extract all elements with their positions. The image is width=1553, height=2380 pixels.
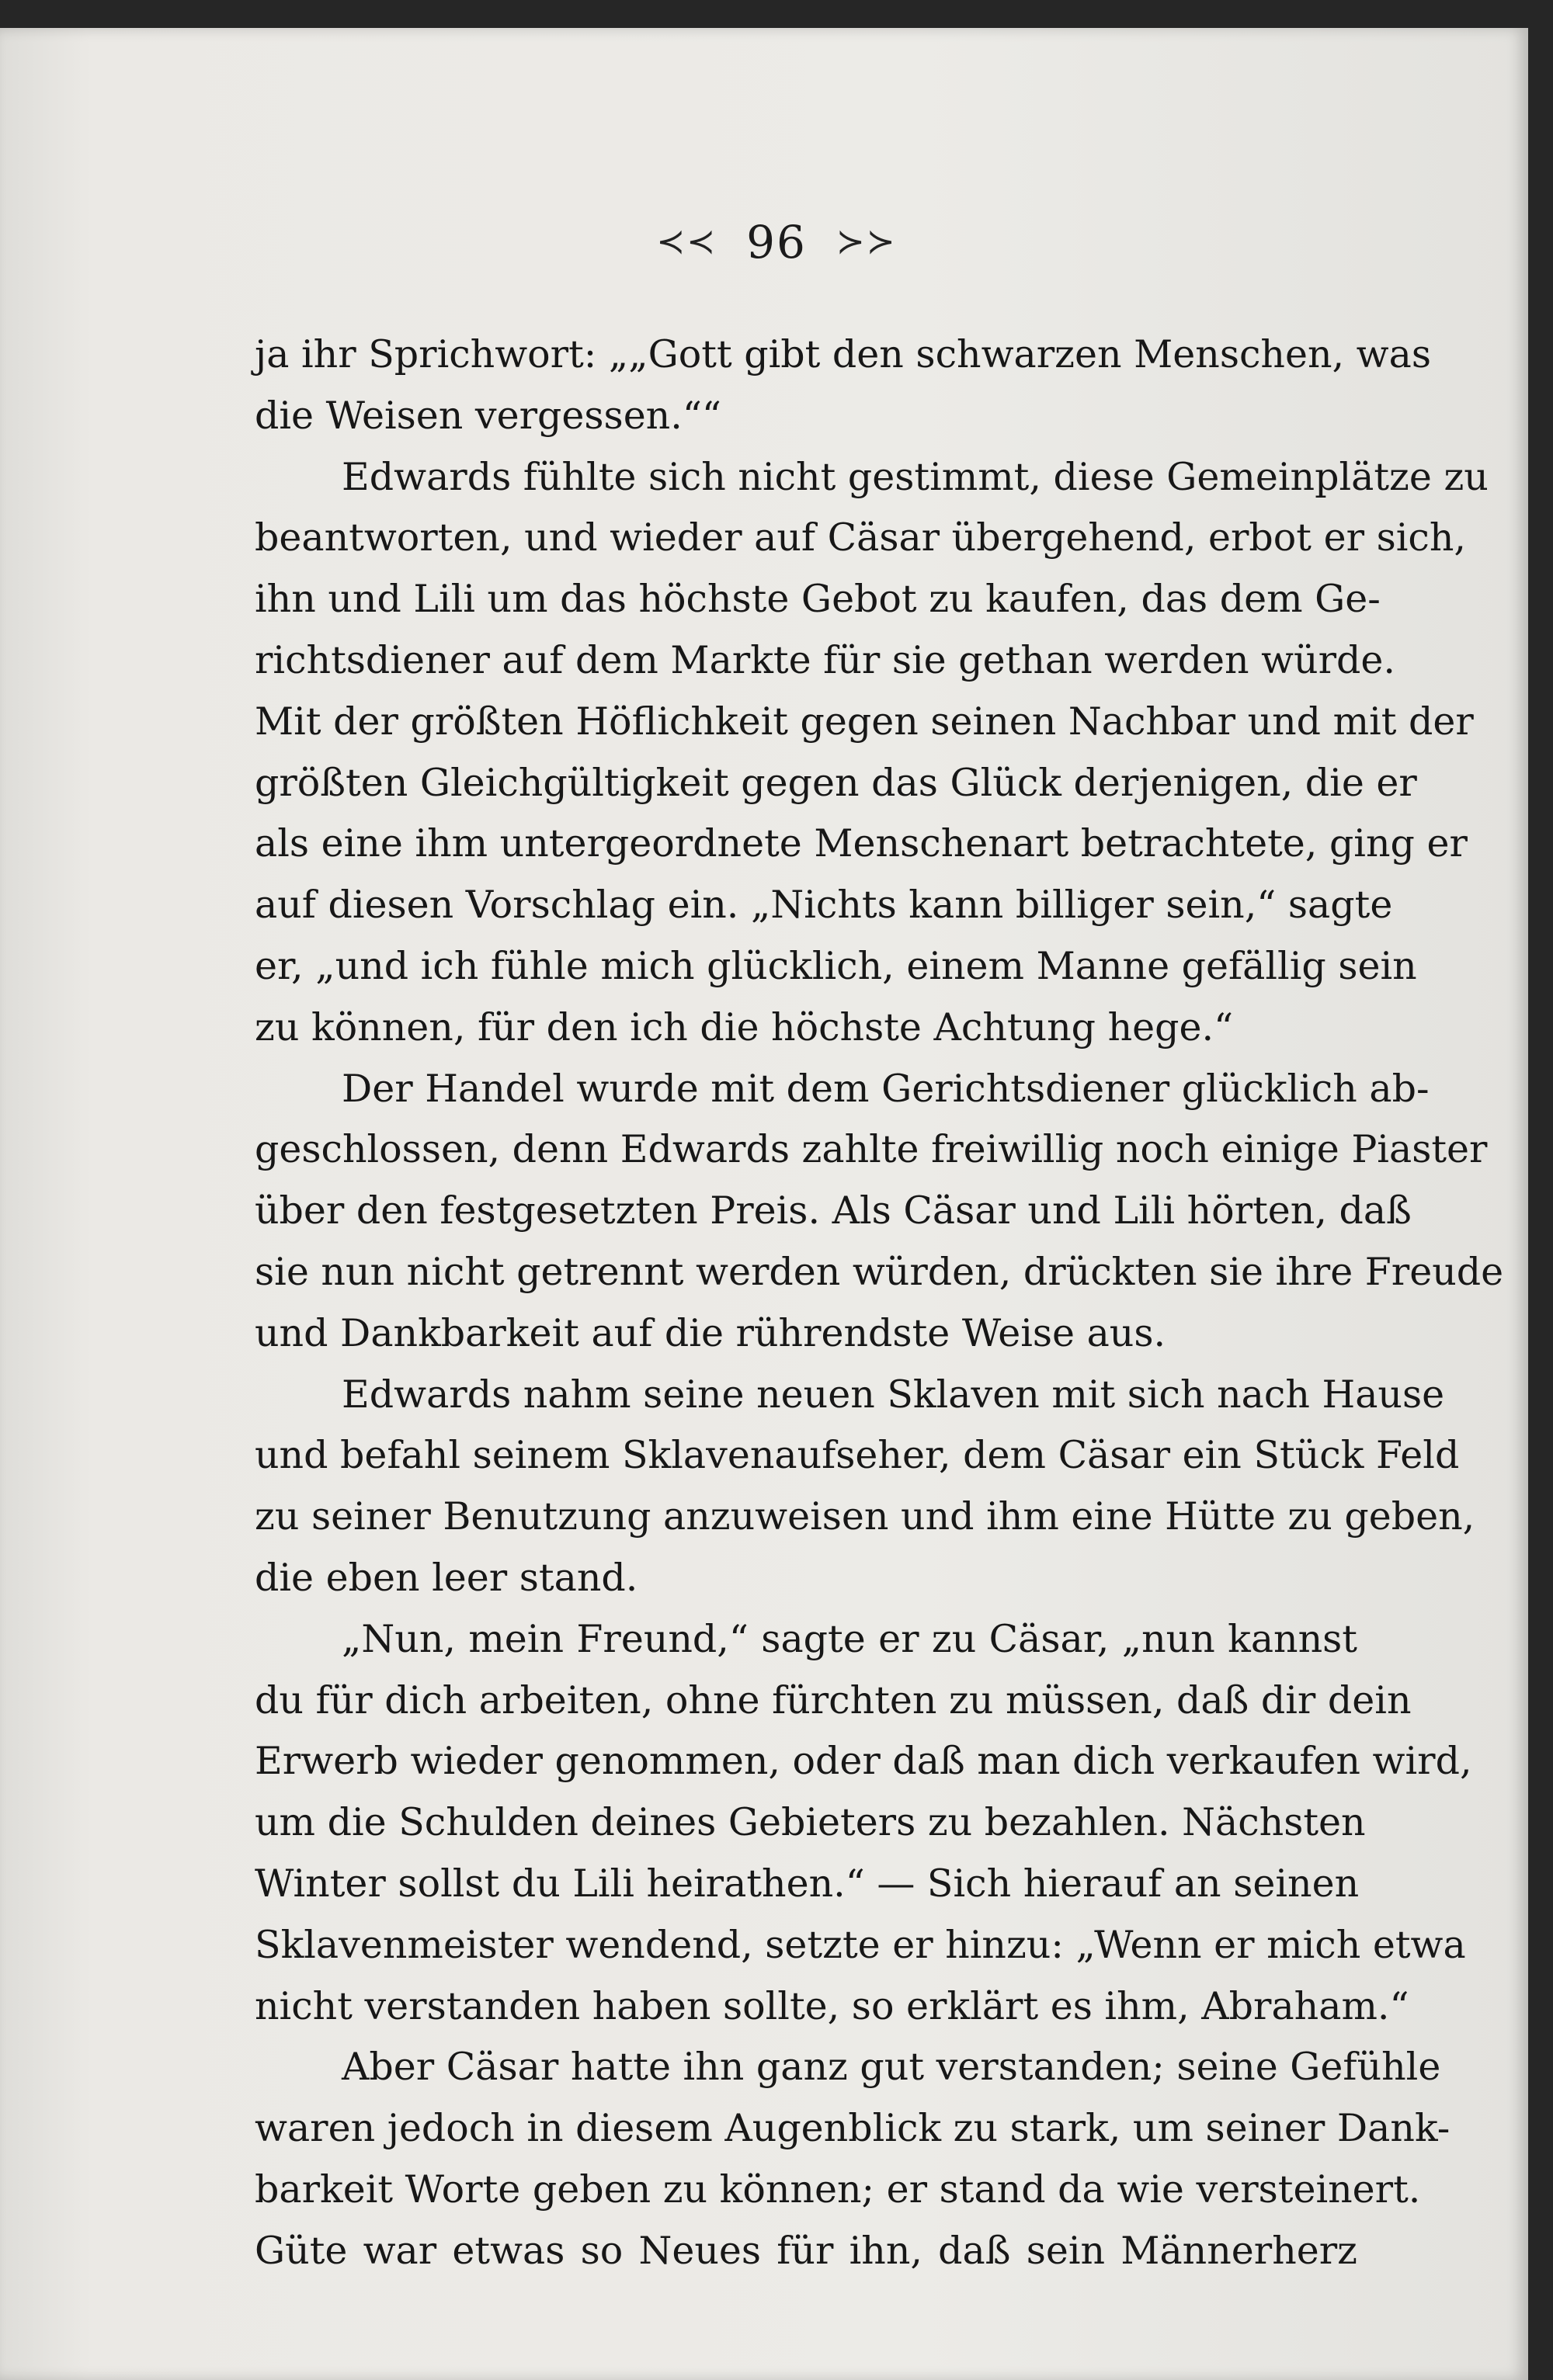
text-line: über den festgesetzten Preis. Als Cäsar und Lili hörten, daß xyxy=(255,1188,1412,1233)
text-line: Erwerb wieder genommen, oder daß man dich verkaufen wird, xyxy=(255,1739,1472,1784)
text-line: barkeit Worte geben zu können; er stand da wie versteinert. xyxy=(255,2167,1421,2212)
text-line: Der Handel wurde mit dem Gerichtsdiener glücklich ab- xyxy=(342,1066,1430,1111)
text-line: die Weisen vergessen.““ xyxy=(255,393,721,438)
text-line: als eine ihm untergeordnete Menschenart betrachtete, ging er xyxy=(255,821,1468,866)
text-line: die eben leer stand. xyxy=(255,1555,638,1600)
right-ornament-icon: ≻≻ xyxy=(836,222,897,262)
text-line: geschlossen, denn Edwards zahlte freiwillig noch einige Piaster xyxy=(255,1127,1488,1172)
text-line: sie nun nicht getrennt werden würden, drückten sie ihre Freude xyxy=(255,1249,1504,1294)
text-line: du für dich arbeiten, ohne fürchten zu müssen, daß dir dein xyxy=(255,1677,1412,1723)
text-line: Aber Cäsar hatte ihn ganz gut verstanden; seine Gefühle xyxy=(342,2045,1441,2090)
text-line: Mit der größten Höflichkeit gegen seinen Nachbar und mit der xyxy=(255,699,1474,744)
text-line: Sklavenmeister wendend, setzte er hinzu: „Wenn er mich etwa xyxy=(255,1922,1466,1967)
text-line: „Nun, mein Freund,“ sagte er zu Cäsar, „nun kannst xyxy=(342,1616,1357,1661)
text-line: richtsdiener auf dem Markte für sie gethan werden würde. xyxy=(255,637,1395,682)
text-line: größten Gleichgültigkeit gegen das Glück derjenigen, die er xyxy=(255,760,1417,805)
text-line: ihn und Lili um das höchste Gebot zu kaufen, das dem Ge- xyxy=(255,577,1381,622)
text-line: er, „und ich fühle mich glücklich, einem Manne gefällig sein xyxy=(255,943,1417,988)
text-line: zu seiner Benutzung anzuweisen und ihm eine Hütte zu geben, xyxy=(255,1494,1475,1539)
text-line: Güte war etwas so Neues für ihn, daß sein Männerherz xyxy=(255,2228,1357,2273)
page-header xyxy=(0,216,1553,269)
text-line: und Dankbarkeit auf die rührendste Weise aus. xyxy=(255,1310,1166,1355)
text-line: nicht verstanden haben sollte, so erklärt es ihm, Abraham.“ xyxy=(255,1983,1409,2028)
text-line: beantworten, und wieder auf Cäsar übergehend, erbot er sich, xyxy=(255,515,1466,560)
text-line: waren jedoch in diesem Augenblick zu stark, um seiner Dank- xyxy=(255,2106,1451,2151)
text-line: Winter sollst du Lili heirathen.“ — Sich hierauf an seinen xyxy=(255,1861,1360,1906)
text-line: zu können, für den ich die höchste Achtung hege.“ xyxy=(255,1004,1234,1049)
text-line: und befahl seinem Sklavenaufseher, dem Cäsar ein Stück Feld xyxy=(255,1433,1460,1478)
left-ornament-icon: ≺≺ xyxy=(656,222,717,262)
text-line: auf diesen Vorschlag ein. „Nichts kann billiger sein,“ sagte xyxy=(255,883,1393,928)
text-line: ja ihr Sprichwort: „„Gott gibt den schwarzen Menschen, was xyxy=(255,332,1431,376)
text-line: Edwards nahm seine neuen Sklaven mit sich nach Hause xyxy=(342,1372,1445,1417)
page-number: 96 xyxy=(746,216,807,269)
text-line: um die Schulden deines Gebieters zu bezahlen. Nächsten xyxy=(255,1800,1366,1845)
text-line: Edwards fühlte sich nicht gestimmt, diese Gemeinplätze zu xyxy=(342,454,1489,499)
body-text xyxy=(255,324,1504,2282)
